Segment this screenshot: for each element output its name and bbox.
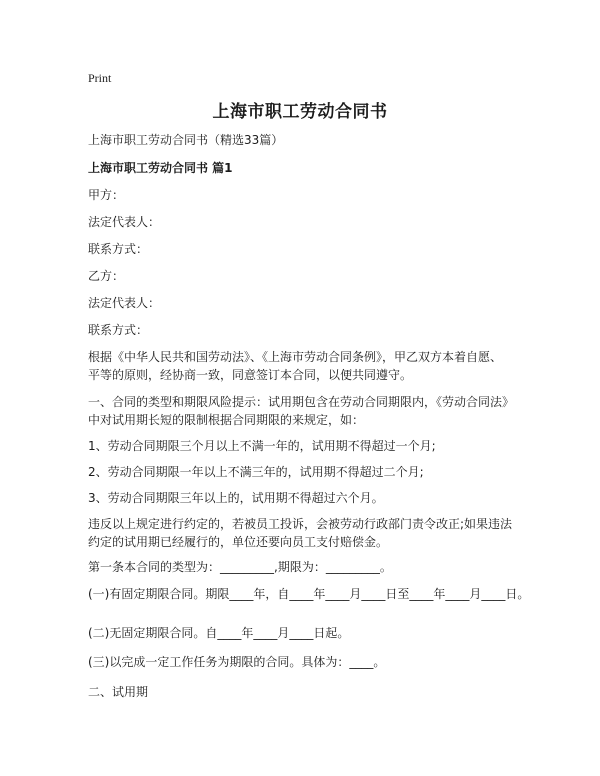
list-item: 2、劳动合同期限一年以上不满三年的，试用期不得超过二个月; — [88, 465, 424, 479]
risk-paragraph-line-1: 一、合同的类型和期限风险提示：试用期包含在劳动合同期限内，《劳动合同法》 — [88, 395, 515, 409]
violation-paragraph-line-2: 约定的试用期已经履行的，单位还要向员工支付赔偿金。 — [88, 535, 389, 549]
list-item: 3、劳动合同期限三年以上的，试用期不得超过六个月。 — [88, 491, 384, 505]
party-b-label: 乙方： — [88, 269, 125, 283]
contact-a-label: 联系方式： — [88, 242, 149, 256]
clause-fixed-term: (一)有固定期限合同。期限____年，自____年____月____日至____年____月____日。 — [88, 587, 530, 601]
contact-b-label: 联系方式： — [88, 323, 149, 337]
list-item: 1、劳动合同期限三个月以上不满一年的，试用期不得超过一个月; — [88, 439, 436, 453]
print-link[interactable]: Print — [88, 71, 112, 85]
article-1: 第一条本合同的类型为：_________,期限为：_________。 — [88, 560, 392, 574]
clause-open-ended: (二)无固定期限合同。自____年____月____日起。 — [88, 626, 350, 640]
clause-task-based: (三)以完成一定工作任务为期限的合同。具体为：____。 — [88, 655, 386, 669]
violation-paragraph-line-1: 违反以上规定进行约定的，若被员工投诉，会被劳动行政部门责令改正;如果违法 — [88, 517, 513, 531]
section-heading: 上海市职工劳动合同书 篇1 — [88, 161, 233, 175]
legal-rep-b-label: 法定代表人： — [88, 296, 161, 310]
party-a-label: 甲方： — [88, 188, 125, 202]
document-subtitle: 上海市职工劳动合同书（精选33篇） — [88, 133, 284, 147]
intro-paragraph-line-1: 根据《中华人民共和国劳动法》、《上海市劳动合同条例》，甲乙双方本着自愿、 — [88, 350, 503, 364]
legal-rep-a-label: 法定代表人： — [88, 215, 161, 229]
risk-paragraph-line-2: 中对试用期长短的限制根据合同期限的来规定，如： — [88, 413, 365, 427]
intro-paragraph-line-2: 平等的原则，经协商一致，同意签订本合同，以便共同遵守。 — [88, 368, 413, 382]
section-2-heading: 二、试用期 — [88, 685, 149, 699]
document-title: 上海市职工劳动合同书 — [212, 102, 388, 122]
